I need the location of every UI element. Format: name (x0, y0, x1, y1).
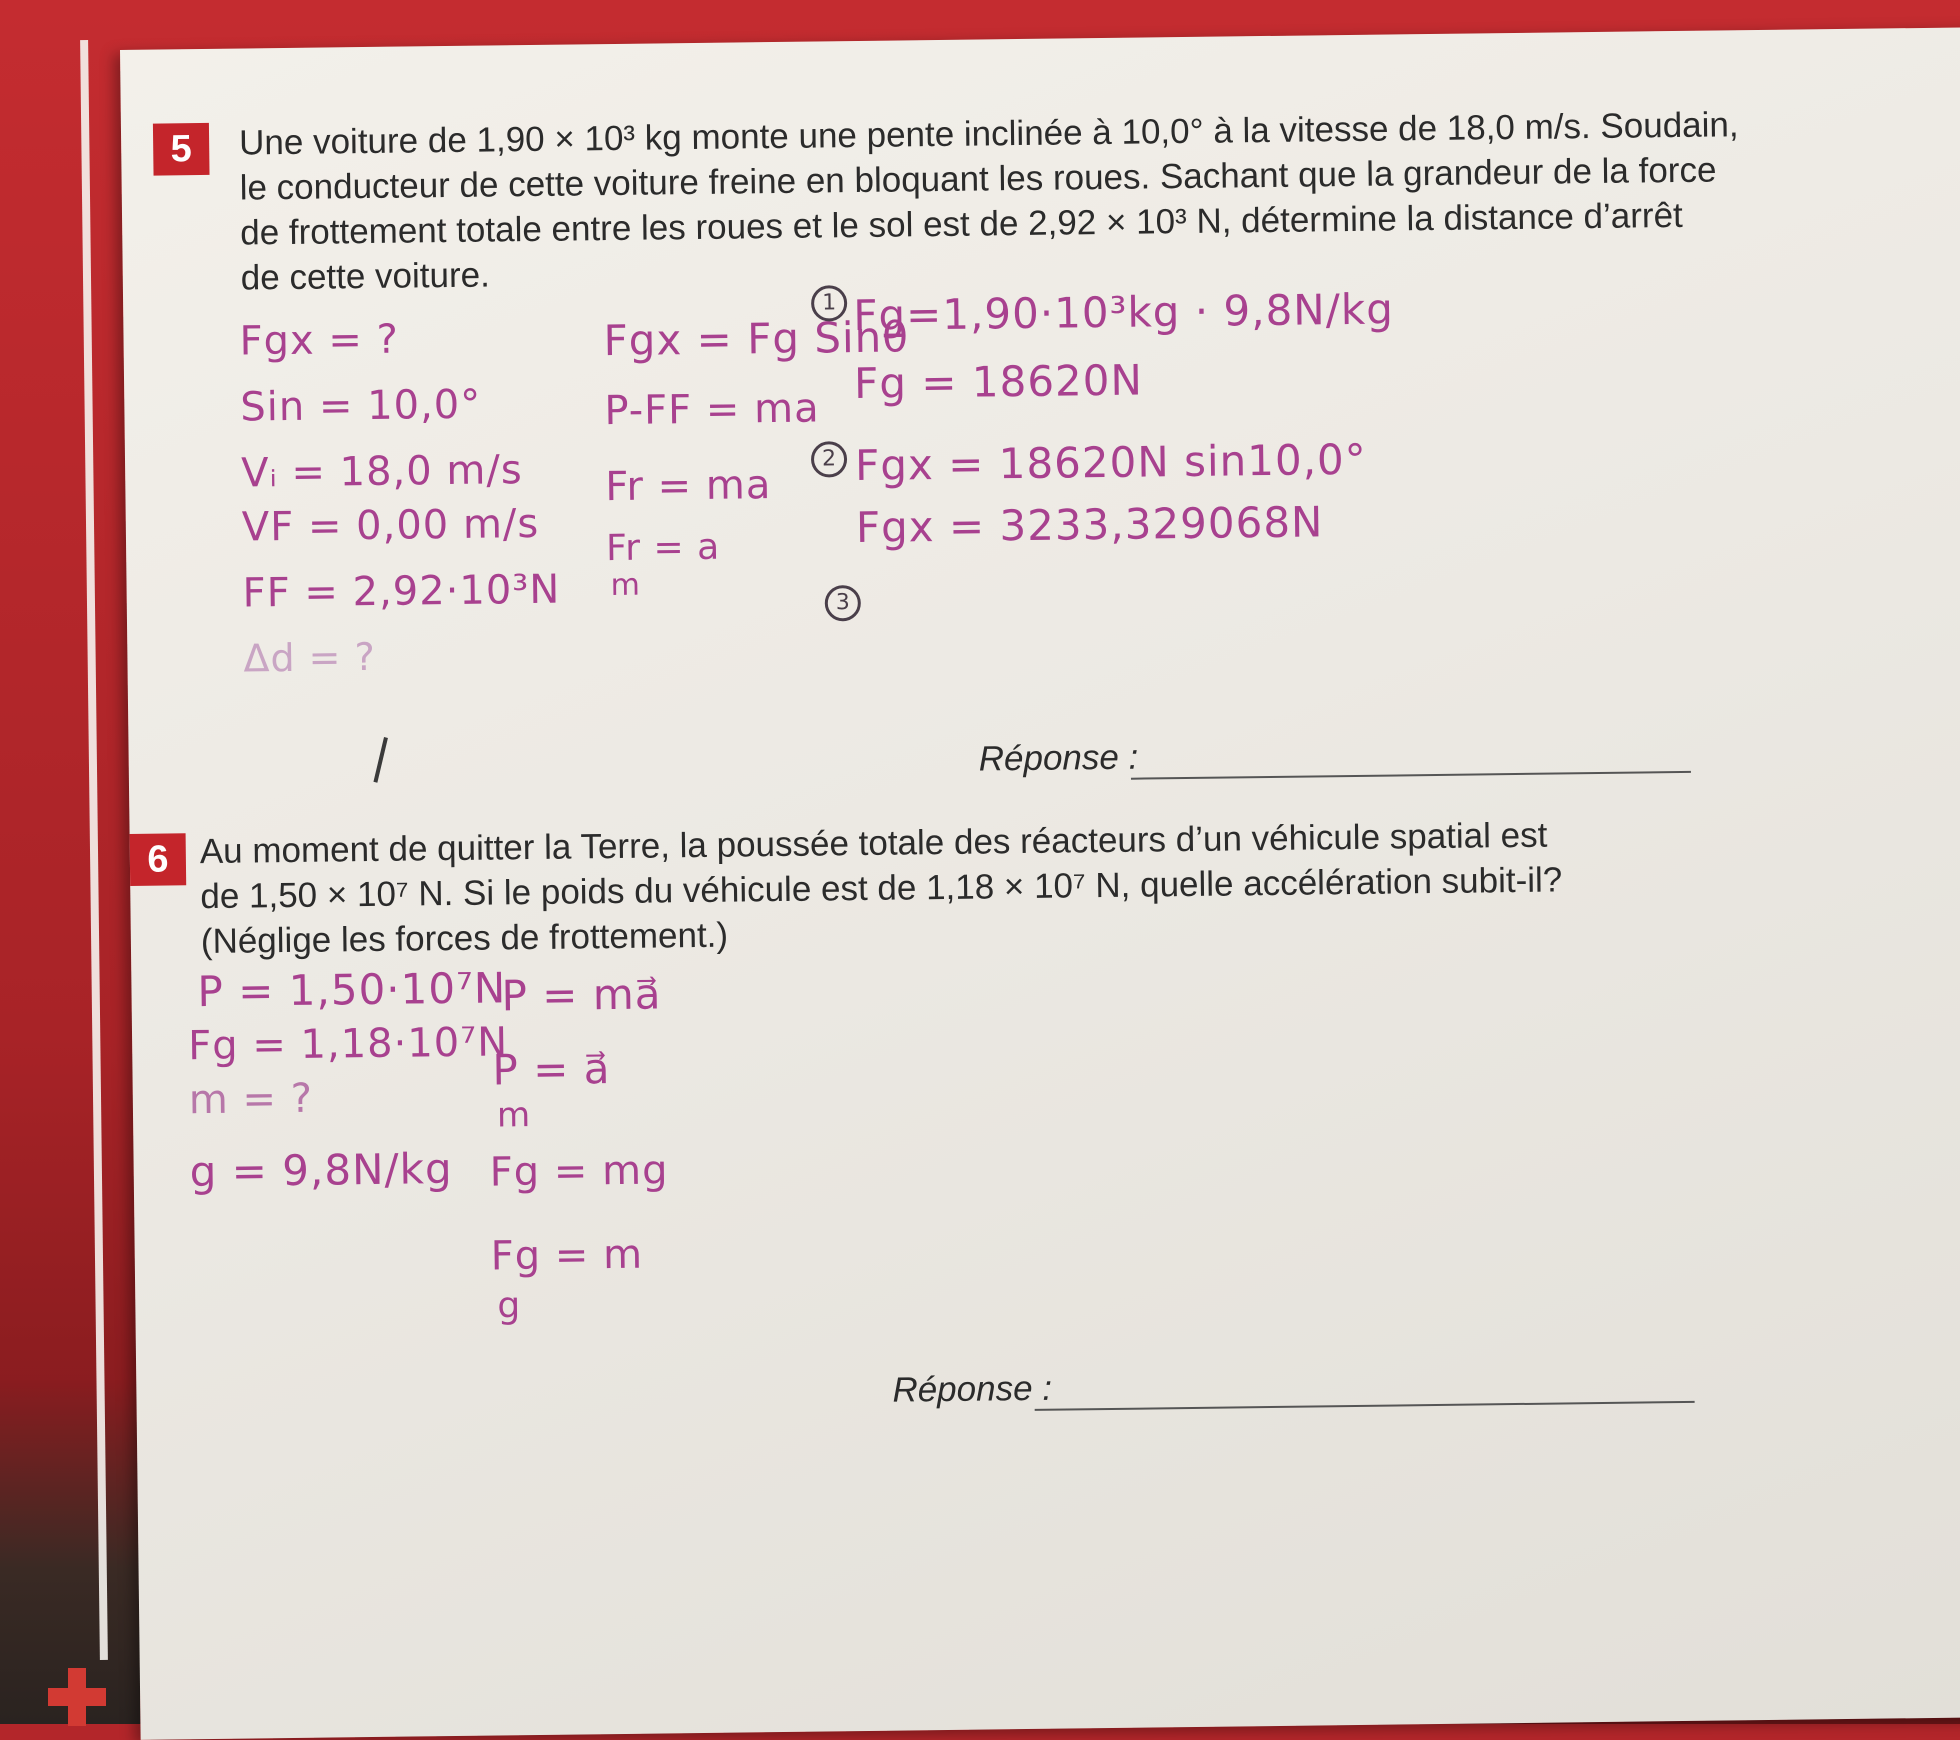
answer-label-5: Réponse : (978, 737, 1139, 779)
workbook-page (120, 27, 1960, 1740)
cross-icon (48, 1668, 106, 1726)
question-6-line: (Néglige les forces de frottement.) (200, 915, 729, 962)
hw-given-angle: Sin = 10,0° (240, 381, 482, 431)
question-number-5: 5 (153, 123, 210, 176)
hw-work-fg: Fg=1,90·10³kg · 9,8N/kg (852, 284, 1395, 341)
question-5-line: de frottement totale entre les roues et le sol est de 2,92 × 10³ N, détermine la distance d’arrêt (240, 195, 1683, 253)
hw-given-g: g = 9,8N/kg (189, 1144, 453, 1197)
hw-given-p: P = 1,50·10⁷N (197, 963, 507, 1017)
hw-work-fgx: Fgx = 18620N sin10,0° (854, 434, 1368, 491)
hw-work-fg-result: Fg = 18620N (853, 355, 1144, 409)
question-5-line: Une voiture de 1,90 × 10³ kg monte une pente inclinée à 10,0° à la vitesse de 18,0 m/s. Soudain, (238, 105, 1739, 163)
question-6-line: de 1,50 × 10⁷ N. Si le poids du véhicule est de 1,18 × 10⁷ N, quelle accélération subit-il? (200, 860, 1563, 917)
hw-formula-m-denominator: m (496, 1095, 532, 1136)
question-5-line: le conducteur de cette voiture freine en bloquant les roues. Sachant que la grandeur de la force (239, 150, 1717, 208)
hw-formula-fgmg: Fg = mg (489, 1147, 669, 1196)
question-5-text (239, 102, 1741, 300)
question-5-line: de cette voiture. (240, 255, 491, 298)
hw-formula-accel: Fr = a (605, 526, 721, 570)
question-6-line: Au moment de quitter la Terre, la poussée totale des réacteurs d’un véhicule spatial est (199, 815, 1548, 872)
answer-line-5[interactable] (1131, 771, 1691, 780)
hw-formula-denominator: m (610, 567, 642, 604)
hw-formula-pma: P = ma⃗ (501, 969, 662, 1021)
step-marker-2: 2 (811, 441, 847, 477)
step-marker-3: 3 (825, 585, 861, 621)
hw-work-fgx-result: Fgx = 3233,329068N (855, 497, 1324, 553)
step-marker-1: 1 (811, 285, 847, 321)
hw-formula-fr: Fr = ma (605, 462, 772, 511)
hw-formula-newton: P-FF = ma (604, 385, 820, 435)
question-6-text (200, 812, 1564, 964)
hw-formula-fgm: Fg = m (490, 1231, 644, 1280)
hw-given-vf: VF = 0,00 m/s (241, 500, 540, 551)
hw-formula-g-denominator: g (497, 1285, 522, 1327)
pencil-mark (373, 737, 387, 783)
question-number-6: 6 (130, 833, 187, 886)
hw-given-m: m = ? (188, 1075, 314, 1124)
hw-given-vi: Vᵢ = 18,0 m/s (240, 447, 523, 497)
hw-given-fg: Fg = 1,18·10⁷N (187, 1019, 509, 1070)
hw-given-dd: Δd = ? (243, 634, 376, 681)
hw-formula-fgx: Fgx = Fg Sinθ (603, 312, 910, 366)
hw-given-fgx: Fgx = ? (239, 316, 400, 365)
answer-label-6: Réponse : (892, 1368, 1053, 1410)
hw-given-ff: FF = 2,92·10³N (242, 566, 561, 617)
hw-formula-pm: P = a⃗ (492, 1044, 611, 1095)
answer-line-6[interactable] (1035, 1401, 1695, 1411)
